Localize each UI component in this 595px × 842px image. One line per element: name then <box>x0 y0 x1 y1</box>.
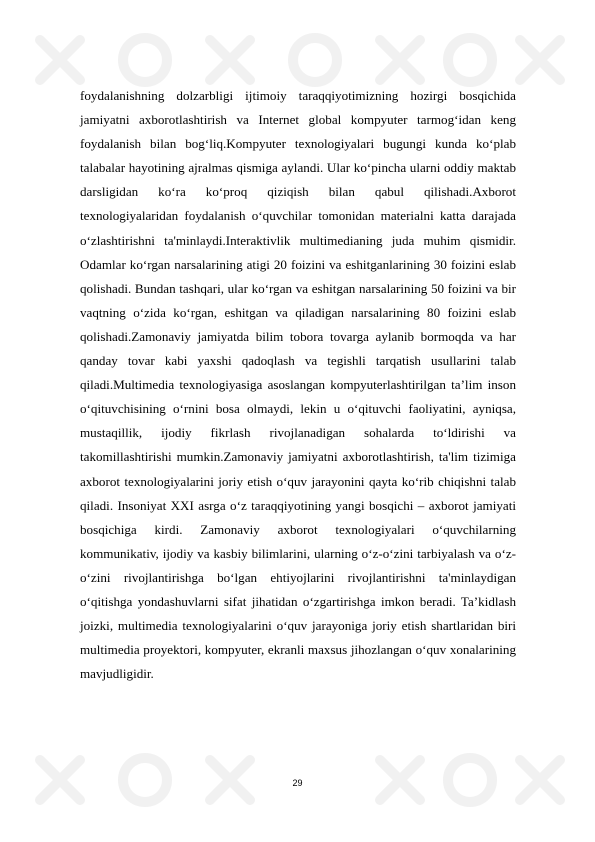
page-number: 29 <box>292 778 303 788</box>
body-paragraph: foydalanishning dolzarbligi ijtimoiy taraqqiyotimizning hozirgi bosqichida jamiyatni axborotlashtirish va Internet global kompyuter tarmog‘idan keng foydalanish bilan bog‘liq.Kompyuter texnologiyalari bugungi kunda ko‘plab talabalar hayotining ajralmas qismiga aylandi. Ular ko‘pincha ularni oddiy maktab darsligidan ko‘ra ko‘proq qiziqish bilan qabul qilishadi.Axborot texnologiyalaridan foydalanish o‘quvchilar tomonidan materialni katta darajada o‘zlashtirishni ta'minlaydi.Interaktivlik multimedianing juda muhim qismidir. Odamlar ko‘rgan narsalarining atigi 20 foizini va eshitganlarining 30 foizini eslab qolishadi. Bundan tashqari, ular ko‘rgan va eshitgan narsalarining 50 foizini va bir vaqtning o‘zida ko‘rgan, eshitgan va qiladigan narsalarining 80 foizini eslab qolishadi.Zamonaviy jamiyatda bilim tobora tovarga aylanib bormoqda va har qanday tovar kabi yaxshi qadoqlash va tegishli tarqatish usullarini talab qiladi.Multimedia texnologiyasiga asoslangan kompyuterlashtirilgan ta’lim inson o‘qituvchisining o‘rnini bosa olmaydi, lekin u o‘qituvchi faoliyatini, ayniqsa, mustaqillik, ijodiy fikrlash rivojlanadigan sohalarda to‘ldirishi va takomillashtirishi mumkin.Zamonaviy jamiyatni axborotlashtirish, ta'lim tizimiga axborot texnologiyalarini joriy etish o‘quv jarayonini qayta ko‘rib chiqishni talab qiladi. Insoniyat XXI asrga o‘z taraqqiyotining yangi bosqichi – axborot jamiyati bosqichiga kirdi. Zamonaviy axborot texnologiyalari o‘quvchilarning kommunikativ, ijodiy va kasbiy bilimlarini, ularning o‘z-o‘zini tarbiyalash va o‘z-o‘zini rivojlantirishga bo‘lgan ehtiyojlarini rivojlantirishni ta'minlaydigan o‘qitishga yondashuvlarni sifat jihatidan o‘zgartirishga imkon beradi. Ta’kidlash joizki, multimedia texnologiyalarini o‘quv jarayoniga joriy etish shartlaridan biri multimedia proyektori, kompyuter, ekranli maxsus jihozlangan o‘quv xonalarining mavjudligidir. <box>80 88 516 682</box>
document-body <box>80 84 516 686</box>
